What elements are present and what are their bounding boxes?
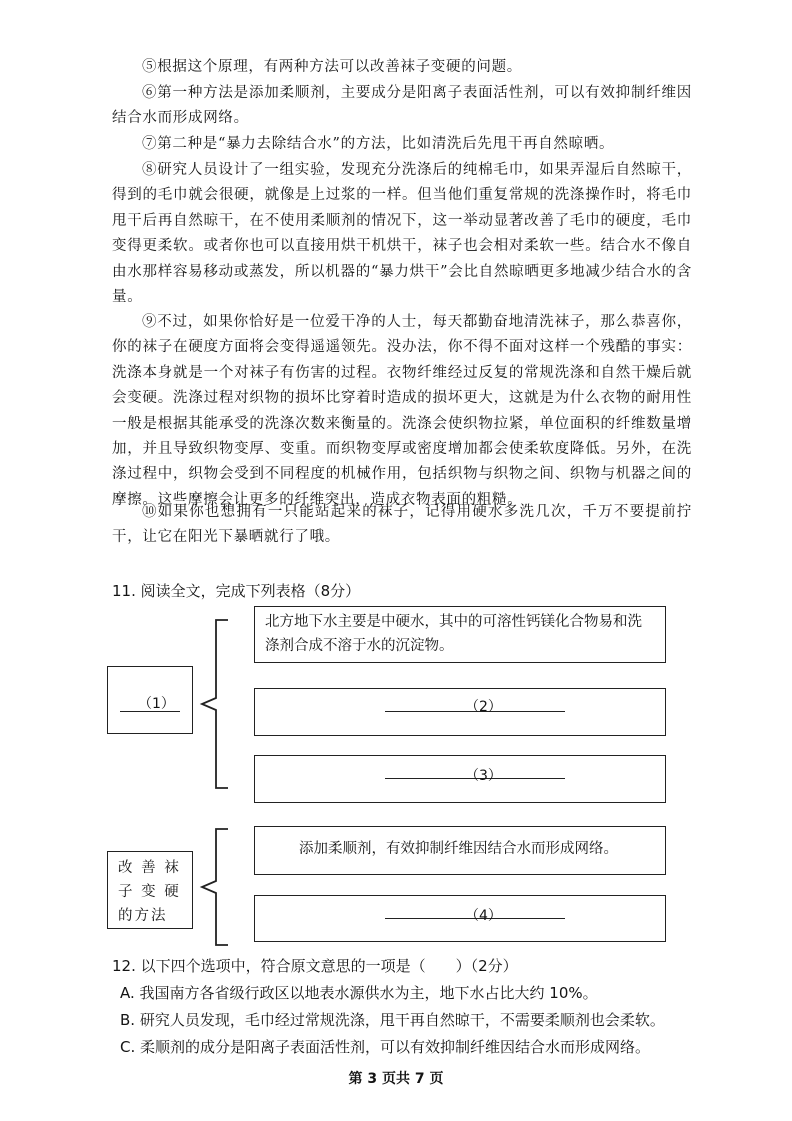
info-box-4	[254, 826, 666, 875]
info-box-1	[254, 606, 666, 663]
option-c[interactable]: C. 柔顺剂的成分是阳离子表面活性剂，可以有效抑制纤维因结合水而形成网络。	[120, 1038, 651, 1056]
paragraph-10: ⑩如果你也想拥有一只能站起来的袜子，记得用硬水多洗几次，千万不要提前拧干，让它在阳光下暴晒就行了哦。	[112, 504, 692, 546]
blank-label-4: （4）	[465, 908, 502, 924]
question-12-title: 12. 以下四个选项中，符合原文意思的一项是（ ）（2分）	[112, 957, 518, 975]
answer-box-1	[107, 666, 193, 734]
paragraph-5: ⑤根据这个原理，有两种方法可以改善袜子变硬的问题。	[142, 59, 522, 75]
paragraph-7: ⑦第二种是“暴力去除结合水”的方法，比如清洗后先甩干再自然晾晒。	[142, 136, 615, 152]
answer-box-4	[254, 895, 666, 942]
blank-label-1: （1）	[138, 696, 175, 712]
method-label-box	[107, 851, 193, 929]
option-b[interactable]: B. 研究人员发现，毛巾经过常规洗涤，甩干再自然晾干，不需要柔顺剂也会柔软。	[120, 1011, 665, 1029]
brace-bottom	[196, 825, 232, 949]
paragraph-9: ⑨不过，如果你恰好是一位爱干净的人士，每天都勤奋地清洗袜子，那么恭喜你，你的袜子在硬度方面将会变得遥遥领先。没办法，你不得不面对这样一个残酷的事实：洗涤本身就是一个对袜子有伤害的过程。衣物纤维经过反复的常规洗涤和自然干燥后就会变硬。洗涤过程对织物的损坏比穿着时造成的损坏更大，这就是为什么衣物的耐用性一般是根据其能承受的洗涤次数来衡量的。洗涤会使织物拉紧，单位面积的纤维数量增加，并且导致织物变厚、变重。而织物变厚或密度增加都会使柔软度降低。另外，在洗涤过程中，织物会受到不同程度的机械作用，包括织物与织物之间、织物与机器之间的摩擦。这些摩擦会让更多的纤维突出，造成衣物表面的粗糙。	[112, 314, 692, 508]
method-label-text: 改 善 袜 子 变 硬 的方法	[118, 860, 181, 924]
brace-top	[196, 616, 232, 792]
option-a[interactable]: A. 我国南方各省级行政区以地表水源供水为主，地下水占比大约 10%。	[120, 984, 598, 1002]
paragraph-8: ⑧研究人员设计了一组实验，发现充分洗涤后的纯棉毛巾，如果弄湿后自然晾干，得到的毛巾就会很硬，就像是上过浆的一样。但当他们重复常规的洗涤操作时，将毛巾甩干后再自然晾干，在不使用柔顺剂的情况下，这一举动显著改善了毛巾的硬度，毛巾变得更柔软。或者你也可以直接用烘干机烘干，袜子也会相对柔软一些。结合水不像自由水那样容易移动或蒸发，所以机器的“暴力烘干”会比自然晾晒更多地减少结合水的含量。	[112, 162, 692, 306]
answer-box-2	[254, 688, 666, 736]
answer-box-3	[254, 755, 666, 803]
paragraph-6: ⑥第一种方法是添加柔顺剂，主要成分是阳离子表面活性剂，可以有效抑制纤维因结合水而形成网络。	[112, 85, 692, 127]
blank-label-3: （3）	[465, 768, 502, 784]
blank-label-2: （2）	[465, 699, 502, 715]
info-box-4-text: 添加柔顺剂，有效抑制纤维因结合水而形成网络。	[299, 841, 618, 857]
info-box-1-text: 北方地下水主要是中硬水，其中的可溶性钙镁化合物易和洗涤剂合成不溶于水的沉淀物。	[265, 614, 642, 654]
page-footer: 第 3 页共 7 页	[348, 1071, 444, 1087]
question-11-title: 11. 阅读全文，完成下列表格（8分）	[112, 582, 361, 600]
